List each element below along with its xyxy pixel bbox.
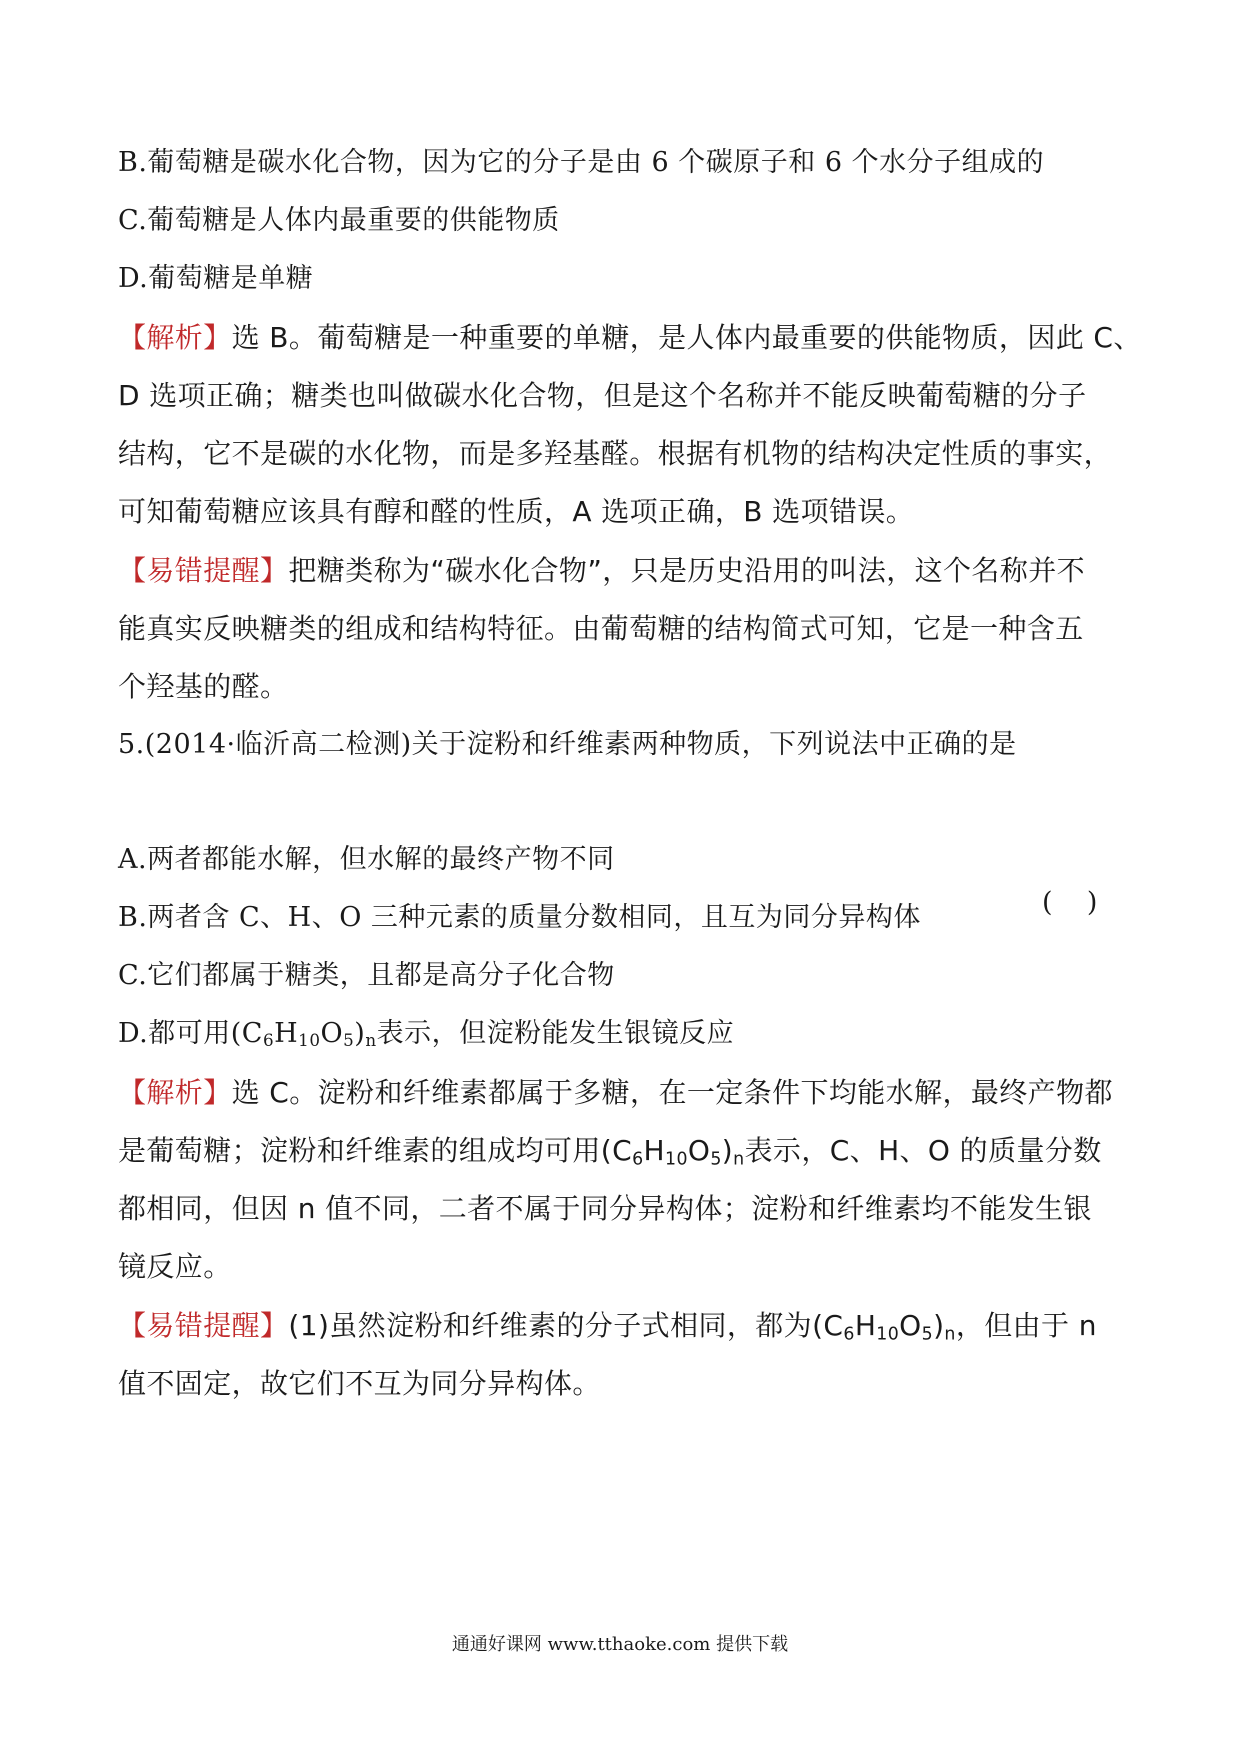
formula-letter: H <box>643 1134 665 1167</box>
formula-letter: H <box>274 1018 299 1049</box>
q4-error-line-1 <box>118 551 1128 591</box>
q5-answer-paren: ( ) <box>1042 887 1098 918</box>
subscript: 5 <box>343 1030 355 1051</box>
q4-error-line-2: 能真实反映糖类的组成和结构特征。由葡萄糖的结构简式可知，它是一种含五 <box>118 612 1084 645</box>
q4-analysis-line-2: D 选项正确；糖类也叫做碳水化合物，但是这个名称并不能反映葡萄糖的分子 <box>118 379 1087 412</box>
q5-error-line-1 <box>118 1306 1128 1346</box>
error-tag: 【易错提醒】 <box>118 554 289 587</box>
subscript: n <box>733 1149 745 1170</box>
subscript: 6 <box>262 1030 275 1051</box>
error-text: ，但由于 n <box>955 1309 1097 1342</box>
q5-option-b: B.两者含 C、H、O 三种元素的质量分数相同，且互为同分异构体 <box>118 902 921 933</box>
analysis-text: 表示，C、H、O 的质量分数 <box>744 1134 1102 1167</box>
q5-option-d <box>118 1014 1128 1054</box>
subscript: 10 <box>298 1030 321 1051</box>
q5-error-line-2: 值不固定，故它们不互为同分异构体。 <box>118 1367 601 1400</box>
analysis-text: 是葡萄糖；淀粉和纤维素的组成均可用(C <box>118 1134 633 1167</box>
subscript: n <box>365 1030 377 1051</box>
page-footer: 通通好课网 www.tthaoke.com 提供下载 <box>451 1634 789 1655</box>
q4-error-line-3: 个羟基的醛。 <box>118 670 289 703</box>
q4-analysis-line-4: 可知葡萄糖应该具有醇和醛的性质，A 选项正确，B 选项错误。 <box>118 495 915 528</box>
q5-option-a: A.两者都能水解，但水解的最终产物不同 <box>118 844 615 875</box>
q4-analysis-line-3: 结构，它不是碳的水化物，而是多羟基醛。根据有机物的结构决定性质的事实， <box>118 437 1113 470</box>
formula-letter: O <box>899 1309 922 1342</box>
error-text: (1)虽然淀粉和纤维素的分子式相同，都为(C <box>288 1309 844 1342</box>
formula-letter: O <box>320 1018 344 1049</box>
q5-analysis-line-3: 都相同，但因 n 值不同，二者不属于同分异构体；淀粉和纤维素均不能发生银 <box>118 1192 1092 1225</box>
option-d-pre: D.都可用(C <box>118 1018 263 1049</box>
analysis-tag: 【解析】 <box>118 1076 232 1109</box>
formula-paren: ) <box>354 1018 366 1049</box>
subscript: n <box>944 1324 956 1345</box>
formula-paren: ) <box>721 1134 734 1167</box>
option-b-prev: B.葡萄糖是碳水化合物，因为它的分子是由 6 个碳原子和 6 个水分子组成的 <box>118 147 1045 178</box>
q5-analysis-line-4: 镜反应。 <box>118 1250 232 1283</box>
formula-paren: ) <box>933 1309 945 1342</box>
subscript: 10 <box>665 1149 688 1170</box>
q5-option-c: C.它们都属于糖类，且都是高分子化合物 <box>118 960 615 991</box>
option-d-prev: D.葡萄糖是单糖 <box>118 263 314 294</box>
q4-analysis-line-1 <box>118 318 1142 358</box>
subscript: 10 <box>876 1324 900 1345</box>
q5-stem: 5.(2014·临沂高二检测)关于淀粉和纤维素两种物质，下列说法中正确的是 <box>118 729 1017 760</box>
option-c-prev: C.葡萄糖是人体内最重要的供能物质 <box>118 205 560 236</box>
formula-letter: O <box>687 1134 711 1167</box>
analysis-text: 选 B。葡萄糖是一种重要的单糖，是人体内最重要的供能物质，因此 C、 <box>231 321 1142 354</box>
subscript: 5 <box>921 1324 934 1345</box>
formula-letter: H <box>854 1309 877 1342</box>
subscript: 5 <box>710 1149 722 1170</box>
error-text: 把糖类称为“碳水化合物”，只是历史沿用的叫法，这个名称并不 <box>288 554 1086 587</box>
subscript: 6 <box>843 1324 855 1345</box>
q5-analysis-line-2 <box>118 1131 1128 1171</box>
option-d-post: 表示，但淀粉能发生银镜反应 <box>376 1018 735 1049</box>
error-tag: 【易错提醒】 <box>118 1309 289 1342</box>
subscript: 6 <box>632 1149 644 1170</box>
analysis-text: 选 C。淀粉和纤维素都属于多糖，在一定条件下均能水解，最终产物都 <box>231 1076 1113 1109</box>
q5-analysis-line-1 <box>118 1073 1128 1113</box>
analysis-tag: 【解析】 <box>118 321 232 354</box>
